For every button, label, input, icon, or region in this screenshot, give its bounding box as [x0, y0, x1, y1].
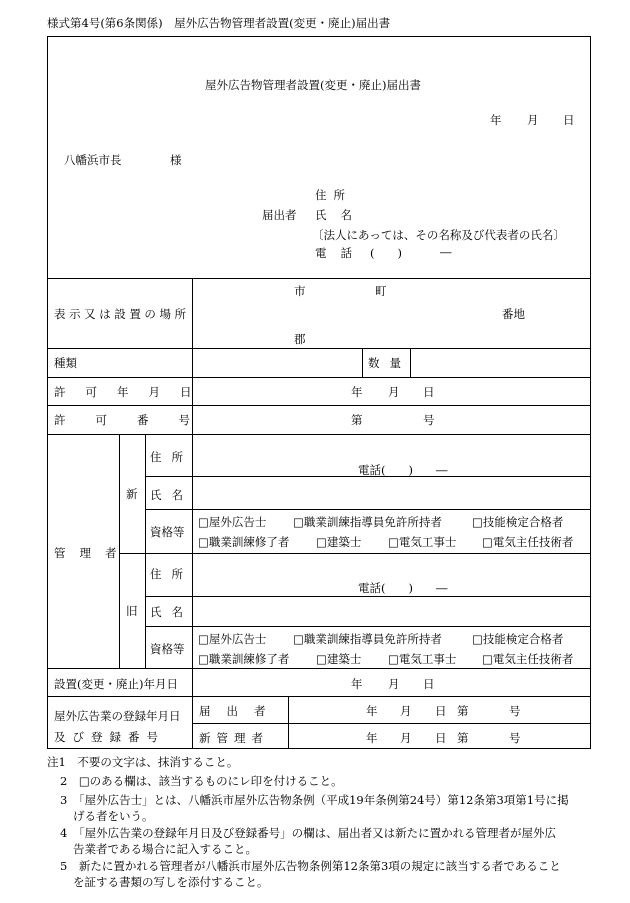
note-2: 2 □のある欄は、該当するものにレ印を付けること。 — [60, 774, 343, 788]
new-qual-architect[interactable]: □建築士 — [316, 535, 362, 549]
old-name-label: 氏名 — [150, 605, 193, 619]
permit-number-label: 許可番号 — [54, 413, 220, 427]
form-caption: 様式第4号(第6条関係) 屋外広告物管理者設置(変更・廃止)届出書 — [47, 16, 391, 30]
note-4: 4 「屋外広告業の登録年月日及び登録番号」の欄は、届出者又は新たに置かれる管理者が屋外広 — [60, 826, 557, 840]
permit-date-day[interactable]: 日 — [423, 385, 435, 399]
new-qual-outdoor-ad-specialist[interactable]: □屋外広告士 — [198, 515, 267, 529]
note-4-cont: 告業者である場合に記入すること。 — [73, 842, 257, 856]
quantity-label: 数量 — [368, 356, 411, 370]
applicant-name-label: 氏名 — [315, 208, 366, 222]
reg-applicant-no-suffix: 号 — [509, 704, 521, 718]
location-town: 町 — [375, 284, 387, 298]
old-qual-skill-test[interactable]: □技能検定合格者 — [472, 632, 564, 646]
submit-date-day[interactable]: 日 — [563, 113, 575, 127]
corporation-note: 〔法人にあっては、その名称及び代表者の氏名〕 — [312, 228, 565, 242]
reg-new-manager-year[interactable]: 年 — [366, 731, 378, 745]
old-qual-chief-electrical-engineer[interactable]: □電気主任技術者 — [482, 652, 574, 666]
honorific: 様 — [170, 153, 182, 167]
permit-date-label: 許可年月日 — [54, 385, 212, 399]
location-banchi: 番地 — [502, 307, 525, 321]
old-qual-vocational-completion[interactable]: □職業訓練修了者 — [198, 652, 290, 666]
applicant-label: 届出者 — [262, 208, 297, 222]
location-gun: 郡 — [294, 332, 306, 346]
registration-label-line2: 及び登録番号 — [54, 730, 165, 744]
old-qual-outdoor-ad-specialist[interactable]: □屋外広告士 — [198, 632, 267, 646]
new-tel[interactable]: 電話( ) ― — [358, 463, 448, 477]
manager-old-label: 旧 — [126, 604, 138, 618]
permit-date-month[interactable]: 月 — [388, 385, 400, 399]
note-5-cont: を証する書類の写しを添付すること。 — [73, 875, 269, 889]
new-name-label: 氏名 — [150, 488, 193, 502]
reg-new-manager-day[interactable]: 日 — [435, 731, 447, 745]
old-tel[interactable]: 電話( ) ― — [358, 581, 448, 595]
addressee: 八幡浜市長 — [64, 153, 122, 167]
note-5: 5 新たに置かれる管理者が八幡浜市屋外広告物条例第12条第3項の規定に該当する者であること — [60, 859, 561, 873]
new-qual-electrician[interactable]: □電気工事士 — [388, 535, 457, 549]
new-address-label: 住所 — [150, 450, 193, 464]
change-date-month[interactable]: 月 — [388, 677, 400, 691]
type-label-1: 種類 — [54, 356, 77, 370]
reg-applicant-day[interactable]: 日 — [435, 704, 447, 718]
old-address-label: 住所 — [150, 567, 193, 581]
submit-date-month[interactable]: 月 — [527, 113, 539, 127]
reg-new-manager-no-suffix: 号 — [509, 731, 521, 745]
form-title: 屋外広告物管理者設置(変更・廃止)届出書 — [205, 78, 421, 92]
reg-applicant-no-prefix: 第 — [457, 704, 469, 718]
change-date-day[interactable]: 日 — [423, 677, 435, 691]
submit-date-year[interactable]: 年 — [490, 113, 502, 127]
type-value-field[interactable] — [193, 349, 361, 376]
applicant-tel-label: 電話 — [315, 246, 366, 260]
registration-new-manager-label: 新管理者 — [199, 731, 269, 745]
applicant-tel-paren[interactable]: ( ) — [370, 246, 402, 260]
old-qual-vocational-instructor[interactable]: □職業訓練指導員免許所持者 — [293, 632, 442, 646]
old-qual-electrician[interactable]: □電気工事士 — [388, 652, 457, 666]
registration-applicant-label: 届出者 — [199, 704, 282, 718]
note-3: 3 「屋外広告士」とは、八幡浜市屋外広告物条例（平成19年条例第24号）第12条第3項第1号に掲 — [60, 793, 569, 807]
note-1: 注1 不要の文字は、抹消すること。 — [47, 755, 239, 769]
quantity-value-field[interactable] — [411, 349, 590, 376]
manager-new-label: 新 — [126, 487, 138, 501]
new-qual-vocational-completion[interactable]: □職業訓練修了者 — [198, 535, 290, 549]
permit-number-suffix: 号 — [423, 413, 435, 427]
reg-new-manager-month[interactable]: 月 — [400, 731, 412, 745]
reg-applicant-year[interactable]: 年 — [366, 704, 378, 718]
new-qual-vocational-instructor[interactable]: □職業訓練指導員免許所持者 — [293, 515, 442, 529]
permit-date-year[interactable]: 年 — [351, 385, 363, 399]
note-3-cont: げる者をいう。 — [73, 809, 154, 823]
manager-label: 管理者 — [54, 546, 131, 560]
change-date-label: 設置(変更・廃止)年月日 — [54, 677, 178, 691]
permit-number-prefix: 第 — [351, 413, 363, 427]
change-date-year[interactable]: 年 — [351, 677, 363, 691]
location-city: 市 — [294, 284, 306, 298]
reg-new-manager-no-prefix: 第 — [457, 731, 469, 745]
applicant-address-label: 住 所 — [315, 188, 345, 202]
new-qual-skill-test[interactable]: □技能検定合格者 — [472, 515, 564, 529]
new-qual-chief-electrical-engineer[interactable]: □電気主任技術者 — [482, 535, 574, 549]
location-label: 表 示 又 は 設 置 の 場 所 — [54, 307, 186, 321]
applicant-tel-dash: ― — [440, 245, 452, 259]
reg-applicant-month[interactable]: 月 — [400, 704, 412, 718]
old-qual-architect[interactable]: □建築士 — [316, 652, 362, 666]
registration-label-line1: 屋外広告業の登録年月日 — [54, 709, 181, 723]
new-qualification-label: 資格等 — [150, 525, 185, 539]
old-qualification-label: 資格等 — [150, 642, 185, 656]
